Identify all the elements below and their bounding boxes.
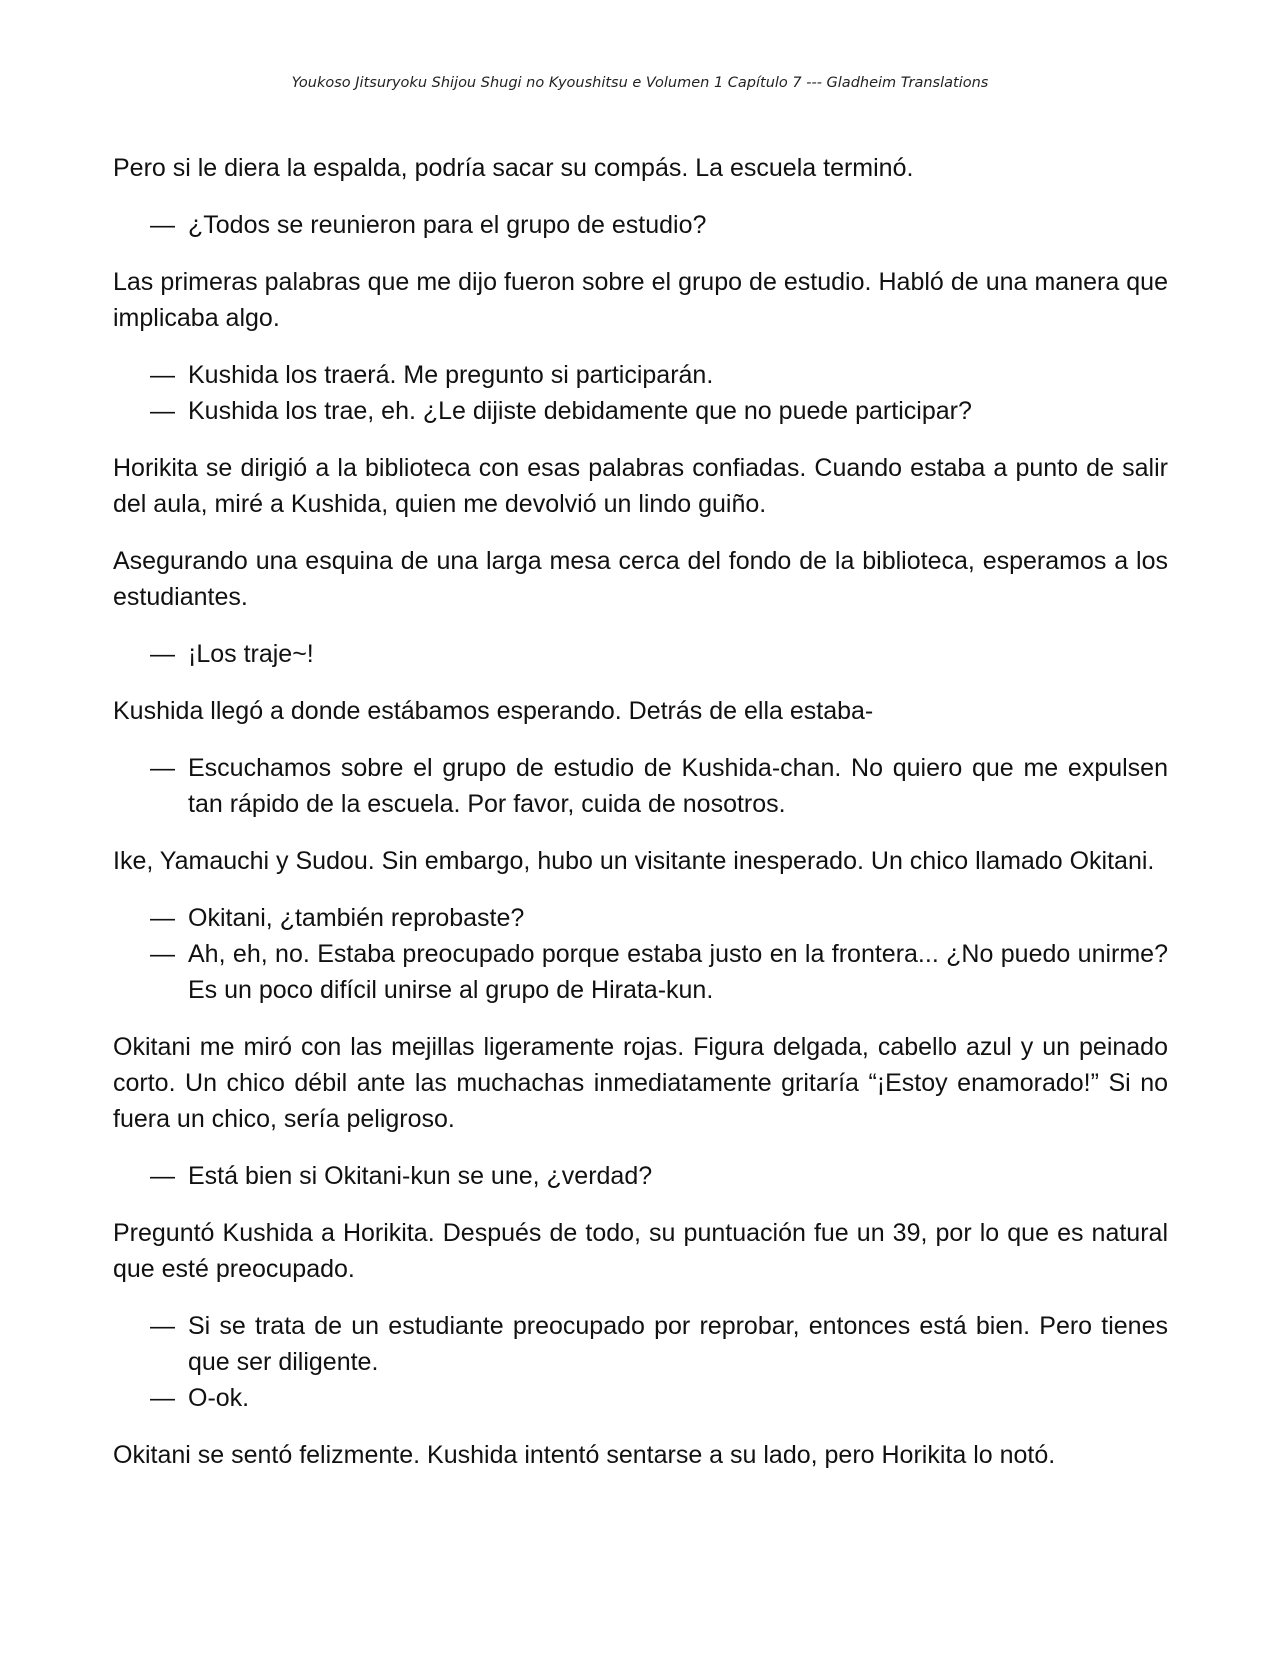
dialogue-line: [113, 936, 1168, 1008]
narration-paragraph: Ike, Yamauchi y Sudou. Sin embargo, hubo un visitante inesperado. Un chico llamado Okitani.: [113, 847, 1155, 875]
dialogue-line: [113, 900, 1168, 936]
dialogue-dash: —: [150, 904, 175, 932]
dialogue-text: Si se trata de un estudiante preocupado por reprobar, entonces está bien. Pero tienes que ser diligente.: [188, 1312, 1168, 1376]
dialogue-text: Está bien si Okitani-kun se une, ¿verdad?: [188, 1162, 653, 1190]
narration-paragraph: Kushida llegó a donde estábamos esperando. Detrás de ella estaba-: [113, 697, 874, 725]
dialogue-text: ¡Los traje~!: [188, 640, 314, 668]
narration-paragraph: Pero si le diera la espalda, podría sacar su compás. La escuela terminó.: [113, 154, 914, 182]
dialogue-dash: —: [150, 211, 175, 239]
dialogue-dash: —: [150, 640, 175, 668]
dialogue-group: [113, 636, 1168, 672]
narration-paragraph: Okitani me miró con las mejillas ligeramente rojas. Figura delgada, cabello azul y un peinado corto. Un chico débil ante las muchachas inmediatamente gritaría “¡Estoy enamorado!” Si no fuera un chico, sería peligroso.: [113, 1033, 1168, 1133]
page-header: Youkoso Jitsuryoku Shijou Shugi no Kyoushitsu e Volumen 1 Capítulo 7 --- Gladheim Translations: [291, 75, 989, 91]
dialogue-dash: —: [150, 361, 175, 389]
dialogue-group: [113, 900, 1168, 1008]
dialogue-text: O-ok.: [188, 1384, 250, 1412]
dialogue-text: Kushida los trae, eh. ¿Le dijiste debidamente que no puede participar?: [188, 397, 972, 425]
dialogue-line: [113, 393, 1168, 429]
dialogue-dash: —: [150, 940, 175, 968]
dialogue-dash: —: [150, 1162, 175, 1190]
dialogue-dash: —: [150, 397, 175, 425]
narration-paragraph: Asegurando una esquina de una larga mesa cerca del fondo de la biblioteca, esperamos a los estudiantes.: [113, 547, 1168, 611]
dialogue-group: [113, 207, 1168, 243]
dialogue-line: [113, 357, 1168, 393]
narration-paragraph: Preguntó Kushida a Horikita. Después de todo, su puntuación fue un 39, por lo que es natural que esté preocupado.: [113, 1219, 1168, 1283]
dialogue-line: [113, 1158, 1168, 1194]
dialogue-group: [113, 1158, 1168, 1194]
dialogue-group: [113, 357, 1168, 429]
dialogue-dash: —: [150, 754, 175, 782]
dialogue-line: [113, 636, 1168, 672]
dialogue-text: ¿Todos se reunieron para el grupo de estudio?: [188, 211, 707, 239]
dialogue-dash: —: [150, 1312, 175, 1340]
dialogue-text: Escuchamos sobre el grupo de estudio de Kushida-chan. No quiero que me expulsen tan rápido de la escuela. Por favor, cuida de nosotros.: [188, 754, 1168, 818]
narration-paragraph: Horikita se dirigió a la biblioteca con esas palabras confiadas. Cuando estaba a punto de salir del aula, miré a Kushida, quien me devolvió un lindo guiño.: [113, 454, 1168, 518]
dialogue-dash: —: [150, 1384, 175, 1412]
narration-paragraph: Las primeras palabras que me dijo fueron sobre el grupo de estudio. Habló de una manera que implicaba algo.: [113, 268, 1168, 332]
dialogue-line: [113, 750, 1168, 822]
dialogue-text: Okitani, ¿también reprobaste?: [188, 904, 525, 932]
dialogue-text: Ah, eh, no. Estaba preocupado porque estaba justo en la frontera... ¿No puedo unirme? Es un poco difícil unirse al grupo de Hirata-kun.: [188, 940, 1168, 1004]
dialogue-group: [113, 1308, 1168, 1416]
dialogue-group: [113, 750, 1168, 822]
dialogue-text: Kushida los traerá. Me pregunto si participarán.: [188, 361, 714, 389]
narration-paragraph: Okitani se sentó felizmente. Kushida intentó sentarse a su lado, pero Horikita lo notó.: [113, 1441, 1056, 1469]
dialogue-line: [113, 207, 1168, 243]
dialogue-line: [113, 1380, 1168, 1416]
chapter-body: [113, 150, 1168, 1494]
dialogue-line: [113, 1308, 1168, 1380]
